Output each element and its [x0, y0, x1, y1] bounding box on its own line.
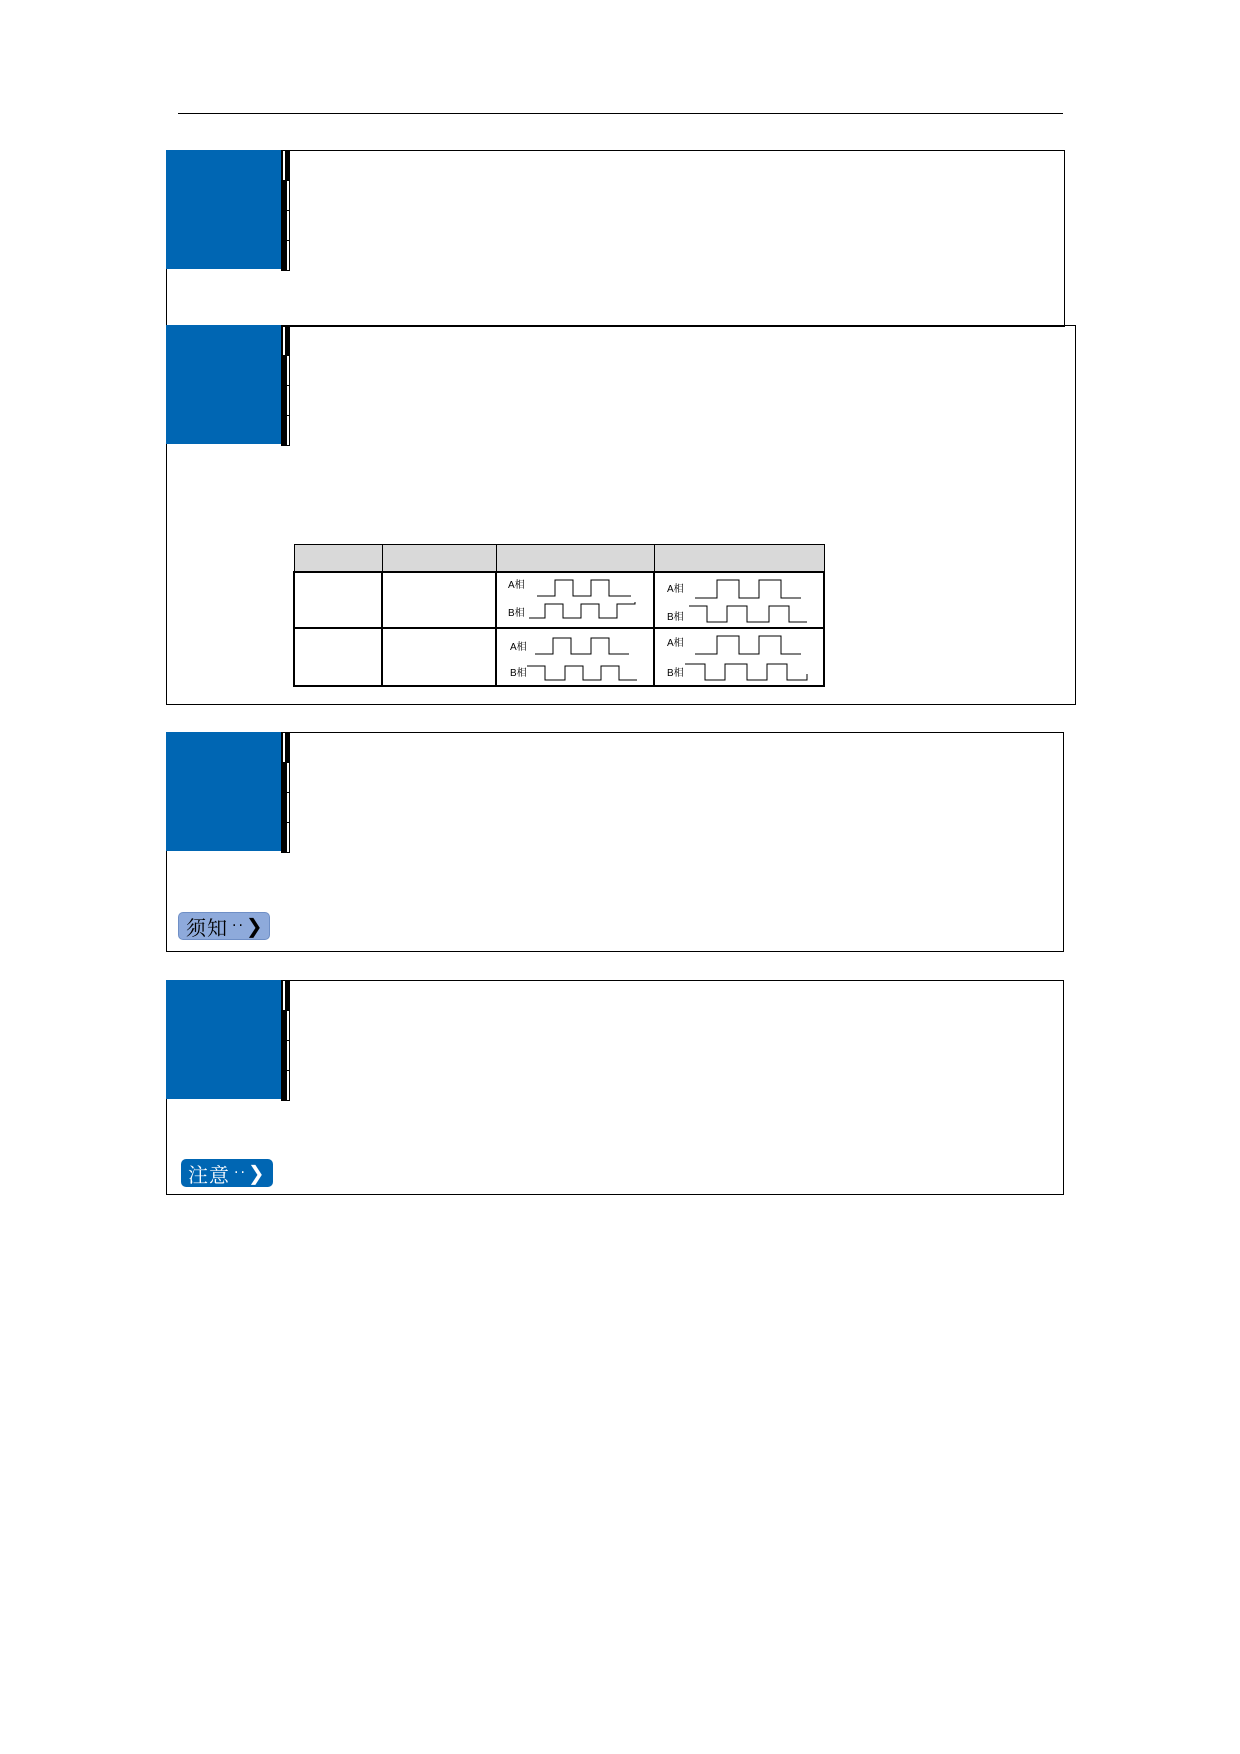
phase-a-label: A相	[667, 584, 684, 595]
waveform-row-2	[294, 628, 824, 686]
ab-phase-waveform	[497, 574, 653, 626]
param-block-frame	[166, 980, 1064, 1195]
param-header-table	[281, 732, 290, 853]
phase-b-label: B相	[508, 608, 525, 619]
param-block-sidebar	[166, 732, 282, 851]
ab-phase-waveform	[655, 574, 823, 626]
phase-a-label: A相	[510, 642, 527, 653]
waveform-row-value	[382, 628, 496, 686]
waveform-col-header	[654, 545, 824, 573]
waveform-col-header	[294, 545, 382, 573]
param-header-table	[281, 980, 290, 1101]
param-header-table	[281, 150, 290, 271]
caution-dots: ··	[234, 1165, 247, 1181]
waveform-col-header	[382, 545, 496, 573]
notice-label: 须知	[186, 915, 228, 940]
param-header-table	[281, 325, 290, 446]
waveform-cell	[654, 628, 824, 686]
waveform-row-label	[294, 628, 382, 686]
chevron-right-icon: ❯	[247, 1161, 266, 1185]
waveform-cell	[496, 628, 654, 686]
waveform-header-row	[294, 545, 824, 573]
param-block-frame	[166, 732, 1064, 952]
waveform-row-value	[382, 572, 496, 628]
waveform-cell	[654, 572, 824, 628]
caution-label: 注意	[188, 1162, 230, 1187]
param-block-sidebar	[166, 325, 282, 444]
waveform-table	[293, 544, 825, 687]
notice-badge	[178, 912, 270, 940]
waveform-row-label	[294, 572, 382, 628]
phase-b-label: B相	[667, 668, 684, 679]
phase-b-label: B相	[510, 668, 527, 679]
param-block-frame	[166, 150, 1065, 327]
waveform-cell	[496, 572, 654, 628]
waveform-row-1	[294, 572, 824, 628]
ab-phase-waveform	[497, 630, 653, 684]
attr-cell-blue	[289, 326, 290, 356]
attr-cell-blue	[289, 733, 290, 763]
waveform-col-header	[496, 545, 654, 573]
attr-cell-blue	[289, 151, 290, 181]
chevron-right-icon: ❯	[245, 914, 264, 938]
phase-b-label: B相	[667, 612, 684, 623]
notice-dots: ··	[232, 918, 245, 934]
phase-a-label: A相	[667, 638, 684, 649]
param-block-sidebar	[166, 150, 282, 269]
phase-a-label: A相	[508, 580, 525, 591]
caution-badge	[181, 1159, 273, 1187]
param-block-sidebar	[166, 980, 282, 1099]
header-rule	[178, 113, 1063, 114]
ab-phase-waveform	[655, 630, 823, 684]
